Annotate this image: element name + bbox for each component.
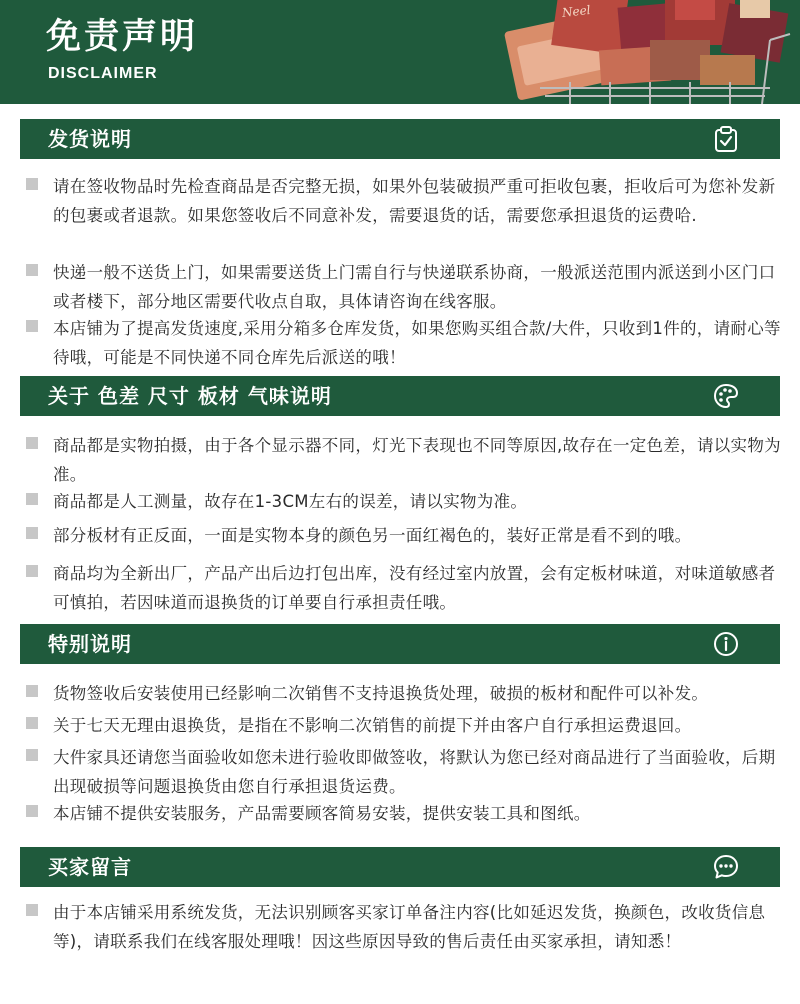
list-item bbox=[22, 172, 782, 260]
section-header-buyer-message bbox=[20, 847, 780, 887]
list-item bbox=[22, 258, 782, 316]
list-item bbox=[22, 314, 782, 372]
list-item-text: 关于七天无理由退换货，是指在不影响二次销售的前提下并由客户自行承担运费退回。 bbox=[53, 716, 692, 735]
list-item-text: 由于本店铺采用系统发货，无法识别顾客买家订单备注内容(比如延迟发货，换颜色，改收货信息等)，请联系我们在线客服处理哦！因这些原因导致的售后责任由买家承担，请知悉！ bbox=[53, 903, 766, 951]
bullet-square bbox=[26, 904, 38, 916]
bullet-square bbox=[26, 527, 38, 539]
list-item bbox=[22, 487, 782, 517]
list-item-text: 商品都是人工测量，故存在1-3CM左右的误差，请以实物为准。 bbox=[53, 492, 528, 511]
bullet-square bbox=[26, 749, 38, 761]
list-item bbox=[22, 559, 782, 617]
bullet-square bbox=[26, 805, 38, 817]
page-title: 免责声明 bbox=[46, 17, 199, 57]
palette-icon bbox=[712, 382, 740, 410]
bullet-square bbox=[26, 685, 38, 697]
section-title: 特别说明 bbox=[48, 632, 132, 656]
bullet-square bbox=[26, 717, 38, 729]
list-item-text: 部分板材有正反面，一面是实物本身的颜色另一面红褐色的，装好正常是看不到的哦。 bbox=[53, 526, 692, 545]
header-banner bbox=[0, 0, 800, 104]
shopping-cart-illustration bbox=[500, 0, 800, 104]
list-item-text: 商品都是实物拍摄，由于各个显示器不同，灯光下表现也不同等原因,故存在一定色差，请以实物为准。 bbox=[53, 436, 781, 484]
list-item-text: 商品均为全新出厂，产品产出后边打包出库，没有经过室内放置，会有定板材味道，对味道敏感者可慎拍，若因味道而退换货的订单要自行承担责任哦。 bbox=[53, 564, 776, 612]
list-item-text: 本店铺为了提高发货速度,采用分箱多仓库发货，如果您购买组合款/大件，只收到1件的，请耐心等待哦，可能是不同快递不同仓库先后派送的哦！ bbox=[53, 319, 781, 367]
bag-logo-text: Neel bbox=[561, 2, 592, 20]
list-item-text: 货物签收后安装使用已经影响二次销售不支持退换货处理，破损的板材和配件可以补发。 bbox=[53, 684, 709, 703]
list-item-text: 大件家具还请您当面验收如您未进行验收即做签收，将默认为您已经对商品进行了当面验收，后期出现破损等问题退换货由您自行承担退货运费。 bbox=[53, 748, 776, 796]
section-title: 买家留言 bbox=[48, 855, 132, 879]
info-icon bbox=[712, 630, 740, 658]
list-item bbox=[22, 743, 782, 801]
clipboard-check-icon bbox=[712, 125, 740, 153]
list-item bbox=[22, 521, 782, 551]
list-item-text: 本店铺不提供安装服务，产品需要顾客简易安装，提供安装工具和图纸。 bbox=[53, 804, 591, 823]
bullet-square bbox=[26, 264, 38, 276]
bullet-square bbox=[26, 493, 38, 505]
chat-bubble-icon bbox=[712, 853, 740, 881]
bullet-square bbox=[26, 178, 38, 190]
list-item bbox=[22, 679, 782, 709]
section-title: 关于 色差 尺寸 板材 气味说明 bbox=[48, 384, 332, 408]
list-item bbox=[22, 898, 782, 986]
page-subtitle: DISCLAIMER bbox=[48, 65, 158, 82]
list-item-text: 快递一般不送货上门，如果需要送货上门需自行与快递联系协商，一般派送范围内派送到小区门口或者楼下，部分地区需要代收点自取，具体请咨询在线客服。 bbox=[53, 263, 776, 311]
bullet-square bbox=[26, 437, 38, 449]
section-title: 发货说明 bbox=[48, 127, 132, 151]
bullet-square bbox=[26, 320, 38, 332]
list-item bbox=[22, 799, 782, 829]
bullet-square bbox=[26, 565, 38, 577]
section-header-color-size bbox=[20, 376, 780, 416]
section-header-special bbox=[20, 624, 780, 664]
list-item bbox=[22, 711, 782, 741]
list-item-text: 请在签收物品时先检查商品是否完整无损，如果外包装破损严重可拒收包裹，拒收后可为您补发新的包裹或者退款。如果您签收后不同意补发，需要退货的话，需要您承担退货的运费哈. bbox=[53, 177, 776, 225]
section-header-shipping bbox=[20, 119, 780, 159]
list-item bbox=[22, 431, 782, 489]
